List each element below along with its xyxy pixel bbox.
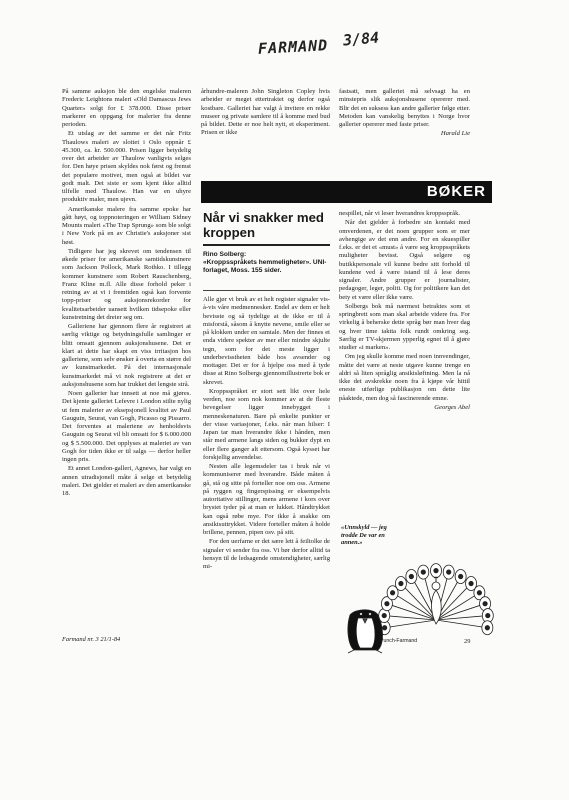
art-column-1 [62, 88, 191, 499]
paragraph: Nesten alle legemsdeler tas i bruk når vi kommuniserer med hverandre. Både måten å gå, stå og sitte på forteller noe om oss. Armene på ryggen og fingerspissing er eksempelvis autoritative stillinger, mens armene i kors over brystet tyder på at man er lukket. Håndtrykket kan også røbe mye. For ikke å snakke om ansiktsuttrykket. Videre forteller måten å holde brillene, pennen, pipen osv. på sitt. [203, 463, 330, 536]
paragraph: Et utslag av det samme er det når Fritz Thaulows maleri av slottet i Oslo oppnår £ 45.300, ca. kr. 500.000. Prisen ligger betydelig over det arbeider av Thaulow vanligvis selges for. Den høye prisen skyldes nok først og fremst det populære motivet, men også at bildet var godt malt. Det siste er som kjent ikke alltid tilfelle med Thaulow. Han var en uhyre produktiv maler, men ujevn. [62, 130, 191, 204]
review-headline: Når vi snakker med kroppen [203, 210, 324, 240]
paragraph: Et annet London-galleri, Agnews, har valgt en annen utradisjonell måte å selge et betydelig maleri. Det gjelder et maleri av den amerikanske 18. [62, 465, 191, 497]
handwritten-publication-note: FARMAND [257, 36, 329, 58]
paragraph: Solbergs bok må nærmest betraktes som et springbrett som man skal arbeide videre fra. For virkelig å beherske dette språg bør man hver dag og hver time iaktta folk rundt omkring seg. Særlig er TV-skjermen ypperlig egnet til å gjøre studier «i marken». [339, 302, 470, 351]
divider [203, 290, 330, 291]
review-column-1 [203, 296, 330, 572]
paragraph: Når det gjelder å forbedre sin kontakt med omverdenen, er det noen grupper som er mer avhengige av det enn andre. For en skuespiller f.eks. er det et «must» å være seg kroppsspråkets muligheter bevisst. Også selgere og butikkpersonale vil kunne bedre sitt forhold til kundene ved å være istand til å lese deres signaler. Andre grupper er journalister, pedagoger, leger, politi. Og for politikere kan det bety et være eller ikke være. [339, 219, 470, 301]
paragraph: Om jeg skulle komme med noen innvendinger, måtte det være at neste utgave kunne trenge en aldri så liten språglig ansiktsløftning. Men la nå ikke det avskrekke noen fra å kjøpe vår hittil eneste utførlige publikasjon om dette lite påaktede, men dog så fascinerende emne. [339, 353, 470, 402]
paragraph: Tidligere har jeg skrevet om tendensen til økede priser for amerikanske samtidskunstnere som Jackson Pollock, Mark Rothko. I tillegg kommer kunstnere som Robert Rauschenberg, Franz Kline m.fl. Alle disse forhold peker i retning av at vi i fremtiden også kan forvente topp-priser og auksjonsrekorder for kvalitetsarbeider uansett hvilken tidsepoke eller kunstretning det dreier seg om. [62, 247, 191, 321]
paragraph: Alle gjør vi bruk av et helt register signaler vis-à-vis våre medmennesker. Endel av dem er helt bevisste og så tydelige at de ikke er til å misforstå, såsom å knytte nevene, smile eller se på klokken under en samtale. Men der finnes et enda videre spekter av mer eller mindre skjulte tegn, som for det meste ligger i underbevisstheten både hos avsender og mottager. Det er for å hjelpe oss med å tyde disse at Rino Solbergs gjennomillustrerte bok er skrevet. [203, 296, 330, 386]
cartoon-caption: «Unnskyld — jeg trodde De var en annen.» [341, 524, 387, 547]
paragraph: Galleriene har gjennom flere år registrert at særlig viktige og betydningsfulle samlinger er blitt omsatt gjennom auksjonshusene. Det er klart at dette har skapt en viss irritasjon hos galleriene, som selv ønsker å overta en større del av kunstmarkedet. På det internasjonale kunstmarkedet må vi nok registrere at det er auksjonshusene som har trukket det lengste strå. [62, 323, 191, 388]
paragraph: Kroppsspråket er stort sett likt over hele verden, noe som nok kommer av at de fleste bevegelser ligger innebygget i menneskenaturen. Bare på enkelte punkter er der visse variasjoner, f.eks. når man hilser: I Japan tar man hverandre ikke i hånden, men står med armene langs siden og bukker dypt en eller flere ganger alt ettersom. Også kysset har forskjellig anvendelse. [203, 387, 330, 461]
review-column-2 [339, 210, 470, 412]
art-column-3 [339, 88, 470, 139]
paragraph: På samme auksjon ble den engelske maleren Frederic Leightons maleri «Old Damascus Jews Quarter» solgt for £ 378.000. Disse priser markerer en oppgang for malerier fra denne perioden. [62, 88, 191, 128]
paragraph: århundre-maleren John Singleton Copley hvis arbeider er meget ettertraktet og derfor også kostbare. Galleriet har valgt å invitere en rekke museer og private samlere til å komme med bud på bildet. Dette er noe helt nytt, et eksperiment. Prisen er ikke [201, 88, 330, 137]
divider [203, 244, 330, 246]
book-info [203, 251, 330, 275]
paragraph: fastsatt, men galleriet må selvsagt ha en minstepris slik auksjonshusene opererer med. Blir det en suksess kan andre gallerier følge etter. Metoden kan vanskelig benyttes i Norge hvor gallerier opererer med faste priser. [339, 88, 470, 128]
paragraph: For den uerfarne er det sære lett å feiltolke de signaler vi sender fra oss. Vi bør derfor alltid ta hensyn til de ledsagende omstendigheter, særlig mi- [203, 538, 330, 570]
cartoon-credit: Punch-Farmand [380, 638, 418, 644]
author-signature: Harald Lie [440, 130, 470, 138]
page-number: 29 [464, 638, 471, 645]
issue-footer: Farmand nr. 3 21/1-84 [62, 636, 121, 643]
paragraph: nespillet, når vi leser hverandres kroppsspråk. [339, 210, 461, 217]
art-column-2 [201, 88, 330, 139]
reviewer-signature: Georges Abel [434, 403, 470, 411]
section-banner [201, 181, 492, 203]
book-title: «Kroppsspråkets hemmeligheter». UNI-forlaget, Moss. 155 sider. [203, 259, 327, 274]
paragraph: Amerikanske malere fra samme epoke har gått høyt, og toppnoteringen er William Sidney Mounts maleri «The Trap Sprung» som ble solgt i New York på en av Christie's auksjoner sist høst. [62, 205, 191, 246]
handwritten-date-note: 3/84 [342, 28, 380, 50]
book-author: Rino Solberg: [203, 251, 247, 258]
section-label: BØKER [426, 183, 486, 200]
paragraph: Noen gallerier har innsett at noe må gjøres. Det kjente galleriet Lefevre i London stilte nylig ut fem malerier av eksepsjonell kvalitet av Paul Gauguin, Seurat, van Gogh, Picasso og Pissarro. Det forventes at maleriene av henholdsvis Gauguin og Seurat vil bli omsatt for $ 6.000.000 og $ 5.500.000. Det opplyses at maleriet av van Gogh for tiden ikke er til salgs — derfor heller ingen pris. [62, 390, 191, 463]
